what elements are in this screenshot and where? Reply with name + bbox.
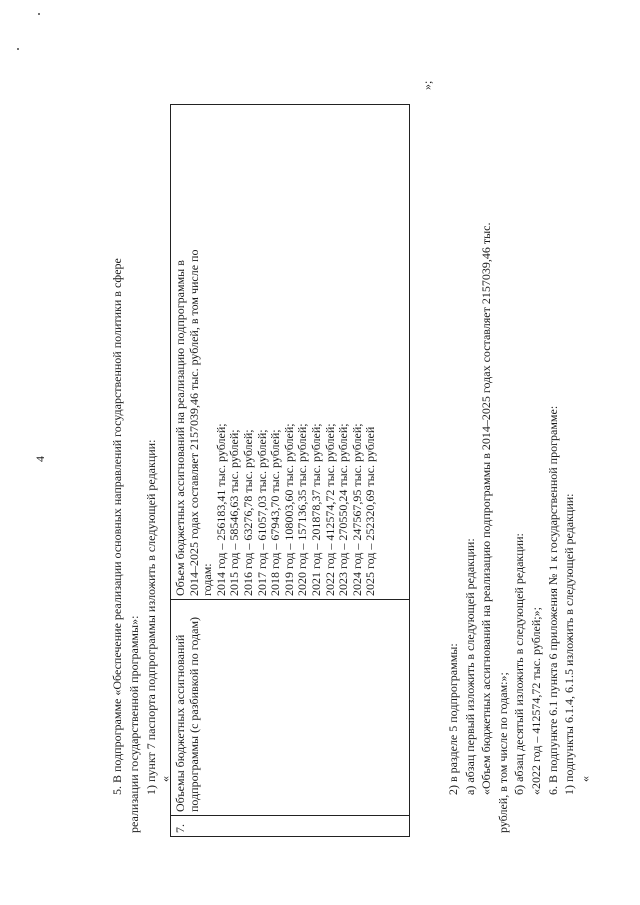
title-line: подпрограммы (с разбивкой по годам)	[186, 616, 201, 812]
intro-line-2: реализации государственной программы»:	[127, 615, 141, 833]
close-quote: »;	[420, 80, 434, 90]
after-line-4: рублей, в том числе по годам:»;	[496, 672, 510, 833]
after-line-6: «2022 год – 412574,72 тыс. рублей;»;	[529, 607, 543, 795]
table-row-content	[174, 106, 378, 596]
content-line: 2017 год – 61057,03 тыс. рублей;	[254, 429, 269, 596]
after-line-9: «	[578, 776, 592, 782]
content-line: 2023 год – 270550,24 тыс. рублей;	[336, 423, 351, 596]
table-row-number: 7.	[173, 824, 187, 833]
after-line-8: 1) подпункты 6.1.4, 6.1.5 изложить в следующей редакции:	[562, 493, 576, 795]
intro-line-3: 1) пункт 7 паспорта подпрограммы изложить в следующей редакции:	[144, 439, 158, 795]
intro-line-1: 5. В подпрограмме «Обеспечение реализации основных направлений государственной политики в сфере	[110, 258, 124, 795]
content-line: 2019 год – 108003,60 тыс. рублей;	[281, 423, 296, 596]
open-quote: «	[158, 776, 172, 782]
page-number: 4	[33, 456, 47, 462]
content-line: 2020 год – 157136,35 тыс. рублей;	[295, 423, 310, 596]
content-line: 2014 год – 256183,41 тыс. рублей;	[213, 423, 228, 596]
content-line: 2022 год – 412574,72 тыс. рублей;	[322, 423, 337, 596]
content-line: 2014–2025 годах составляет 2157039,46 тыс. рублей, в том числе по	[186, 249, 201, 596]
content-line: 2021 год – 201878,37 тыс. рублей;	[308, 423, 323, 596]
column-divider	[171, 815, 409, 816]
after-line-3: «Объем бюджетных ассигнований на реализацию подпрограммы в 2014–2025 годах составляет 2157039,46 тыс.	[479, 222, 493, 795]
content-line: 2015 год – 58546,63 тыс. рублей;	[227, 429, 242, 596]
content-line: 2025 год – 252320,69 тыс. рублей	[363, 426, 378, 596]
title-line: Объемы бюджетных ассигнований	[173, 634, 187, 812]
column-divider	[171, 599, 409, 600]
passport-table	[170, 104, 410, 837]
after-line-7: 6. В подпункте 6.1 пункта 6 приложения № 1 к государственной программе:	[546, 405, 560, 795]
after-line-2: а) абзац первый изложить в следующей редакции:	[463, 538, 477, 795]
content-line: годам:	[200, 563, 215, 596]
content-line: 2024 год – 247567,95 тыс. рублей;	[349, 423, 364, 596]
content-line: 2016 год – 63276,78 тыс. рублей;	[240, 429, 255, 596]
content-line: 2018 год – 67943,70 тыс. рублей;	[268, 429, 283, 596]
after-line-5: б) абзац десятый изложить в следующей редакции:	[512, 533, 526, 795]
after-line-1: 2) в разделе 5 подпрограммы:	[446, 643, 460, 795]
table-row-title	[174, 602, 201, 812]
content-line: Объем бюджетных ассигнований на реализацию подпрограммы в	[173, 260, 187, 596]
